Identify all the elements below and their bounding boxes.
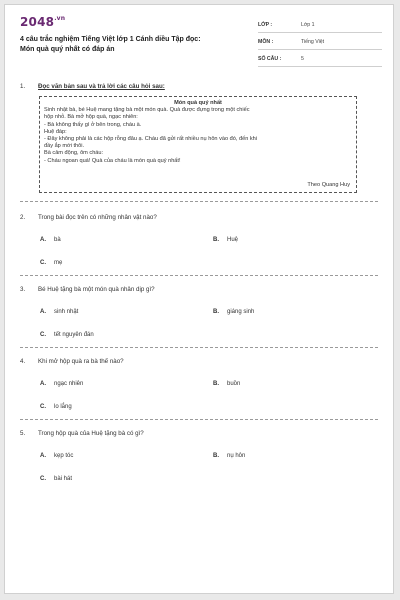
option-letter: C. [40,332,46,338]
option-text: sinh nhật [54,309,79,315]
option-letter: B. [213,309,219,315]
option-letter: A. [40,309,46,315]
option-letter: C. [40,260,46,266]
site-logo[interactable] [20,15,65,29]
question-divider [20,275,378,276]
meta-value-count: 5 [301,56,304,62]
worksheet-title-line-2: Món quà quý nhất có đáp án [20,46,115,53]
question-text: Khi mở hộp quà ra bà thế nào? [38,358,124,365]
question-text: Trong bài đọc trên có những nhân vật nào? [38,214,157,221]
option-text: buồn [227,381,241,387]
option-b[interactable] [213,453,245,459]
question-text: Bé Huệ tặng bà một món quà nhân dịp gì? [38,286,155,293]
option-c[interactable] [40,404,72,410]
question-number: 4. [20,358,26,365]
question-text: Trong hộp quà của Huệ tặng bà có gì? [38,430,144,437]
passage-author: Theo Quang Huy [307,181,350,188]
option-text: kẹp tóc [54,453,74,459]
option-a[interactable] [40,237,61,243]
worksheet-page [4,4,394,594]
option-letter: A. [40,453,46,459]
meta-value-subject: Tiếng Việt [301,39,325,45]
meta-key-class: LỚP : [258,22,273,28]
passage-line: Sinh nhật bà, bé Huệ mang tặng bà một món quà. Quà được đựng trong một chiếc [44,107,250,114]
passage-title: Món quà quý nhất [174,100,222,106]
passage-line: Bà cảm động, ôm cháu: [44,150,104,157]
question-number: 1. [20,83,26,90]
logo-suffix: .vn [54,15,66,22]
option-text: nụ hôn [227,453,246,459]
option-b[interactable] [213,309,254,315]
meta-key-count: SỐ CÂU : [258,56,282,62]
option-text: tết nguyên đán [54,332,94,338]
question-number: 2. [20,214,26,221]
question-divider [20,201,378,202]
option-letter: B. [213,237,219,243]
option-letter: B. [213,381,219,387]
option-a[interactable] [40,453,73,459]
worksheet-meta [258,17,382,68]
option-c[interactable] [40,332,94,338]
option-text: ngạc nhiên [54,381,84,387]
option-c[interactable] [40,260,62,266]
question-number: 3. [20,286,26,293]
meta-row-count [258,51,382,67]
option-letter: B. [213,453,219,459]
passage-line: - Cháu ngoan quá! Quà của cháu là món quà quý nhất! [44,157,181,164]
reading-passage [39,96,357,193]
option-b[interactable] [213,381,240,387]
question-number: 5. [20,430,26,437]
option-text: giáng sinh [227,309,255,315]
worksheet-title-line-1: 4 câu trắc nghiệm Tiếng Việt lớp 1 Cánh diều Tập đọc: [20,36,201,43]
option-letter: A. [40,381,46,387]
passage-line: đầy ắp mới thôi. [44,143,85,150]
option-letter: C. [40,476,46,482]
option-letter: A. [40,237,46,243]
option-text: bà [54,237,61,243]
question-divider [20,419,378,420]
option-text: lo lắng [54,404,72,410]
passage-line: Huệ đáp: [44,128,67,135]
passage-line: hộp nhỏ. Bà mở hộp quà, ngạc nhiên: [44,114,138,121]
worksheet-header [20,15,382,67]
passage-line: - Đây không phải là các hộp rỗng đâu ạ. Cháu đã gửi rất nhiều nụ hôn vào đó, đến khi [44,136,258,143]
option-c[interactable] [40,476,72,482]
option-letter: C. [40,404,46,410]
passage-line: - Bà không thấy gì ở bên trong, cháu à. [44,121,142,128]
option-b[interactable] [213,237,238,243]
meta-row-subject [258,34,382,50]
option-text: mẹ [54,260,63,266]
option-a[interactable] [40,309,78,315]
option-a[interactable] [40,381,83,387]
meta-row-class [258,17,382,33]
meta-key-subject: MÔN : [258,39,274,45]
option-text: bài hát [54,476,73,482]
logo-text: 2048 [20,15,55,29]
worksheet-title [20,35,250,55]
question-divider [20,347,378,348]
meta-value-class: Lớp 1 [301,22,315,28]
question-text: Đọc văn bản sau và trả lời các câu hỏi sau: [38,83,165,90]
option-text: Huệ [227,237,239,243]
